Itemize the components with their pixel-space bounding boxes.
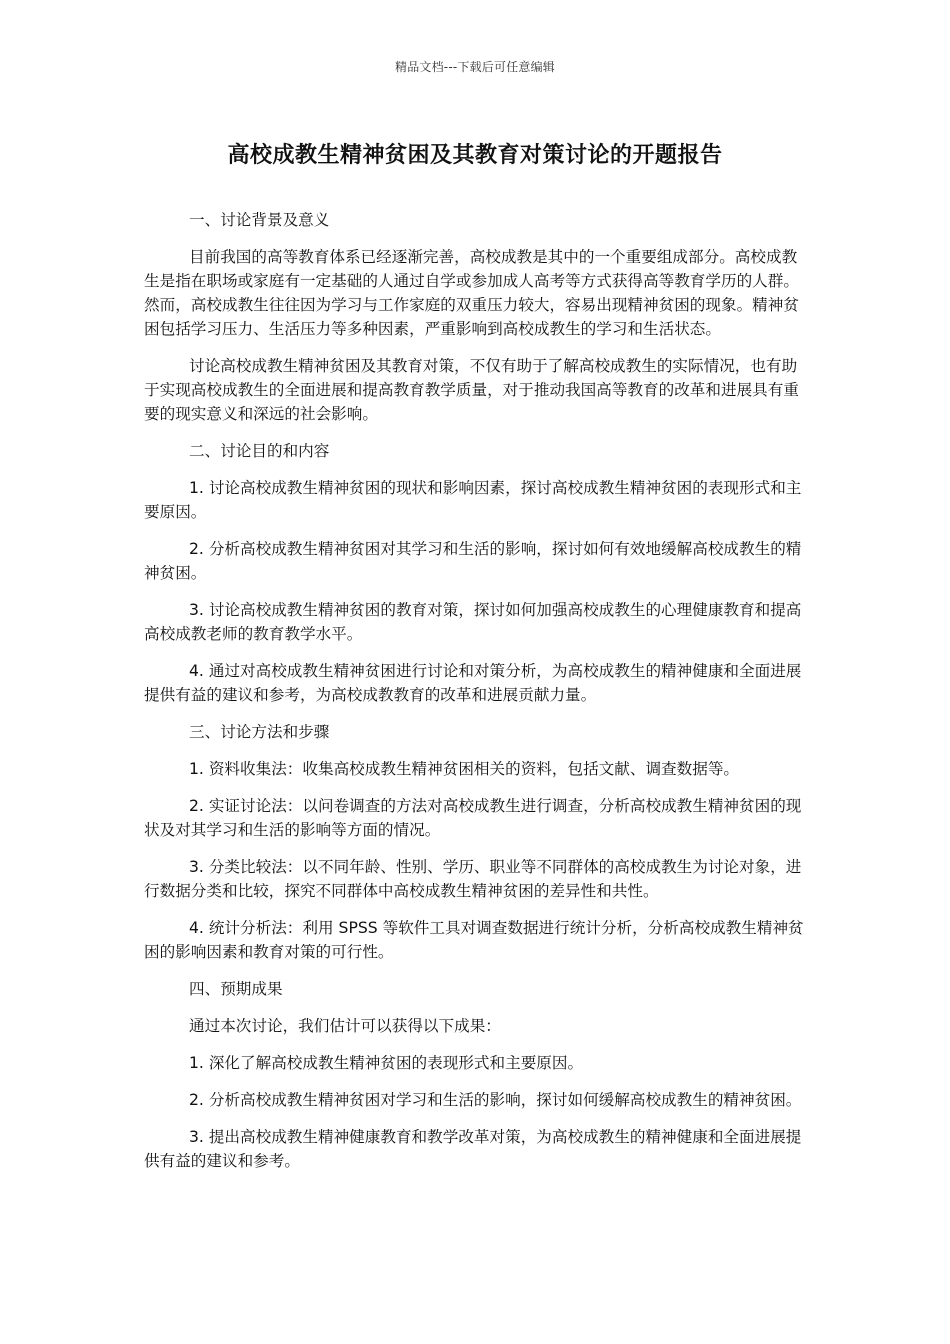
list-item: 4. 通过对高校成教生精神贫困进行讨论和对策分析，为高校成教生的精神健康和全面进展提供有益的建议和参考，为高校成教教育的改革和进展贡献力量。 — [144, 662, 802, 704]
list-item: 1. 深化了解高校成教生精神贫困的表现形式和主要原因。 — [189, 1054, 584, 1072]
section-heading: 三、讨论方法和步骤 — [189, 723, 330, 741]
paragraph: 讨论高校成教生精神贫困及其教育对策，不仅有助于了解高校成教生的实际情况，也有助于实现高校成教生的全面进展和提高教育教学质量，对于推动我国高等教育的改革和进展具有重要的现实意义和深远的社会影响。 — [144, 357, 799, 423]
list-item: 3. 提出高校成教生精神健康教育和教学改革对策，为高校成教生的精神健康和全面进展提供有益的建议和参考。 — [144, 1128, 802, 1170]
list-item: 3. 分类比较法：以不同年龄、性别、学历、职业等不同群体的高校成教生为讨论对象，进行数据分类和比较，探究不同群体中高校成教生精神贫困的差异性和共性。 — [144, 858, 802, 900]
list-item: 3. 讨论高校成教生精神贫困的教育对策，探讨如何加强高校成教生的心理健康教育和提高高校成教老师的教育教学水平。 — [144, 601, 802, 643]
paragraph: 目前我国的高等教育体系已经逐渐完善，高校成教是其中的一个重要组成部分。高校成教生是指在职场或家庭有一定基础的人通过自学或参加成人高考等方式获得高等教育学历的人群。然而，高校成教生往往因为学习与工作家庭的双重压力较大，容易出现精神贫困的现象。精神贫困包括学习压力、生活压力等多种因素，严重影响到高校成教生的学习和生活状态。 — [144, 248, 799, 338]
header-note: 精品文档---下载后可任意编辑 — [395, 60, 555, 74]
document-body — [144, 208, 812, 1186]
list-item: 4. 统计分析法：利用 SPSS 等软件工具对调查数据进行统计分析，分析高校成教生精神贫困的影响因素和教育对策的可行性。 — [144, 919, 804, 961]
section-heading: 四、预期成果 — [189, 980, 283, 998]
document-title: 高校成教生精神贫困及其教育对策讨论的开题报告 — [227, 143, 723, 168]
list-item: 1. 讨论高校成教生精神贫困的现状和影响因素，探讨高校成教生精神贫困的表现形式和主要原因。 — [144, 479, 802, 521]
section-heading: 二、讨论目的和内容 — [189, 442, 330, 460]
paragraph: 通过本次讨论，我们估计可以获得以下成果： — [189, 1017, 501, 1035]
list-item: 2. 分析高校成教生精神贫困对学习和生活的影响，探讨如何缓解高校成教生的精神贫困。 — [189, 1091, 802, 1109]
list-item: 2. 分析高校成教生精神贫困对其学习和生活的影响，探讨如何有效地缓解高校成教生的精神贫困。 — [144, 540, 802, 582]
section-heading: 一、讨论背景及意义 — [189, 211, 330, 229]
list-item: 1. 资料收集法：收集高校成教生精神贫困相关的资料，包括文献、调查数据等。 — [189, 760, 740, 778]
list-item: 2. 实证讨论法：以问卷调查的方法对高校成教生进行调查，分析高校成教生精神贫困的现状及对其学习和生活的影响等方面的情况。 — [144, 797, 802, 839]
